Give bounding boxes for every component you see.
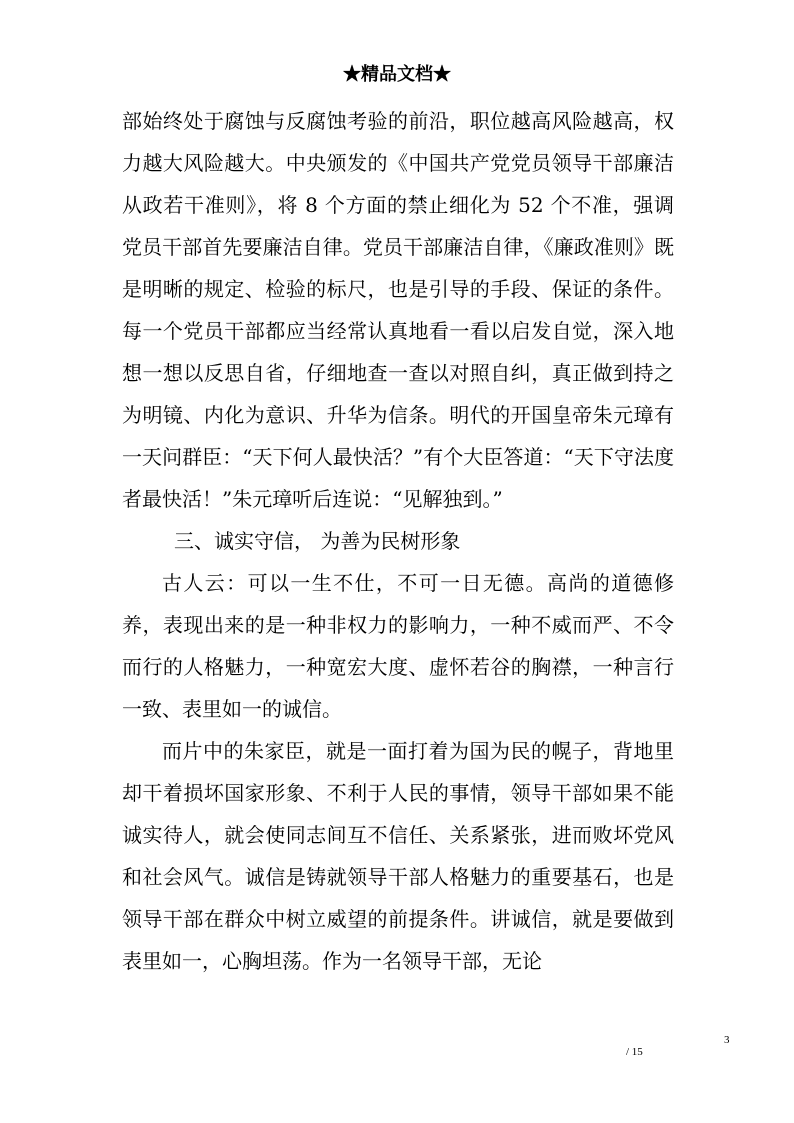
- document-header-title: ★精品文档★: [343, 64, 451, 85]
- paragraph-continued: 部始终处于腐蚀与反腐蚀考验的前沿，职位越高风险越高，权力越大风险越大。中央颁发的《中国共产党党员领导干部廉洁从政若干准则》，将 8 个方面的禁止细化为 52 个不准，强调党员干部首先要廉洁自律。党员干部廉洁自律，《廉政准则》既是明晰的规定、检验的标尺，也是引导的手段、保证的条件。每一个党员干部都应当经常认真地看一看以启发自觉，深入地想一想以反思自省，仔细地查一查以对照自纠，真正做到持之为明镜、内化为意识、升华为信条。明代的开国皇帝朱元璋有一天问群臣：“天下何人最快活？”有个大臣答道：“天下守法度者最快活！”朱元璋听后连说：“见解独到。”: [122, 109, 674, 511]
- paragraph-integrity: 而片中的朱家臣，就是一面打着为国为民的幌子，背地里却干着损坏国家形象、不利于人民的事情，领导干部如果不能诚实待人，就会使同志间互不信任、关系紧张，进而败坏党风和社会风气。诚信是铸就领导干部人格魅力的重要基石，也是领导干部在群众中树立威望的前提条件。讲诚信，就是要做到表里如一，心胸坦荡。作为一名领导干部，无论: [122, 739, 674, 973]
- page-number: 3: [724, 1034, 730, 1046]
- section-heading: 三、诚实守信， 为善为民树形象: [174, 529, 461, 553]
- document-body: [122, 100, 674, 982]
- paragraph-ancient-saying: 古人云：可以一生不仕，不可一日无德。高尚的道德修养，表现出来的是一种非权力的影响力，一种不威而严、不令而行的人格魅力，一种宽宏大度、虚怀若谷的胸襟，一种言行一致、表里如一的诚信。: [122, 571, 674, 721]
- page-total: / 15: [626, 1046, 643, 1058]
